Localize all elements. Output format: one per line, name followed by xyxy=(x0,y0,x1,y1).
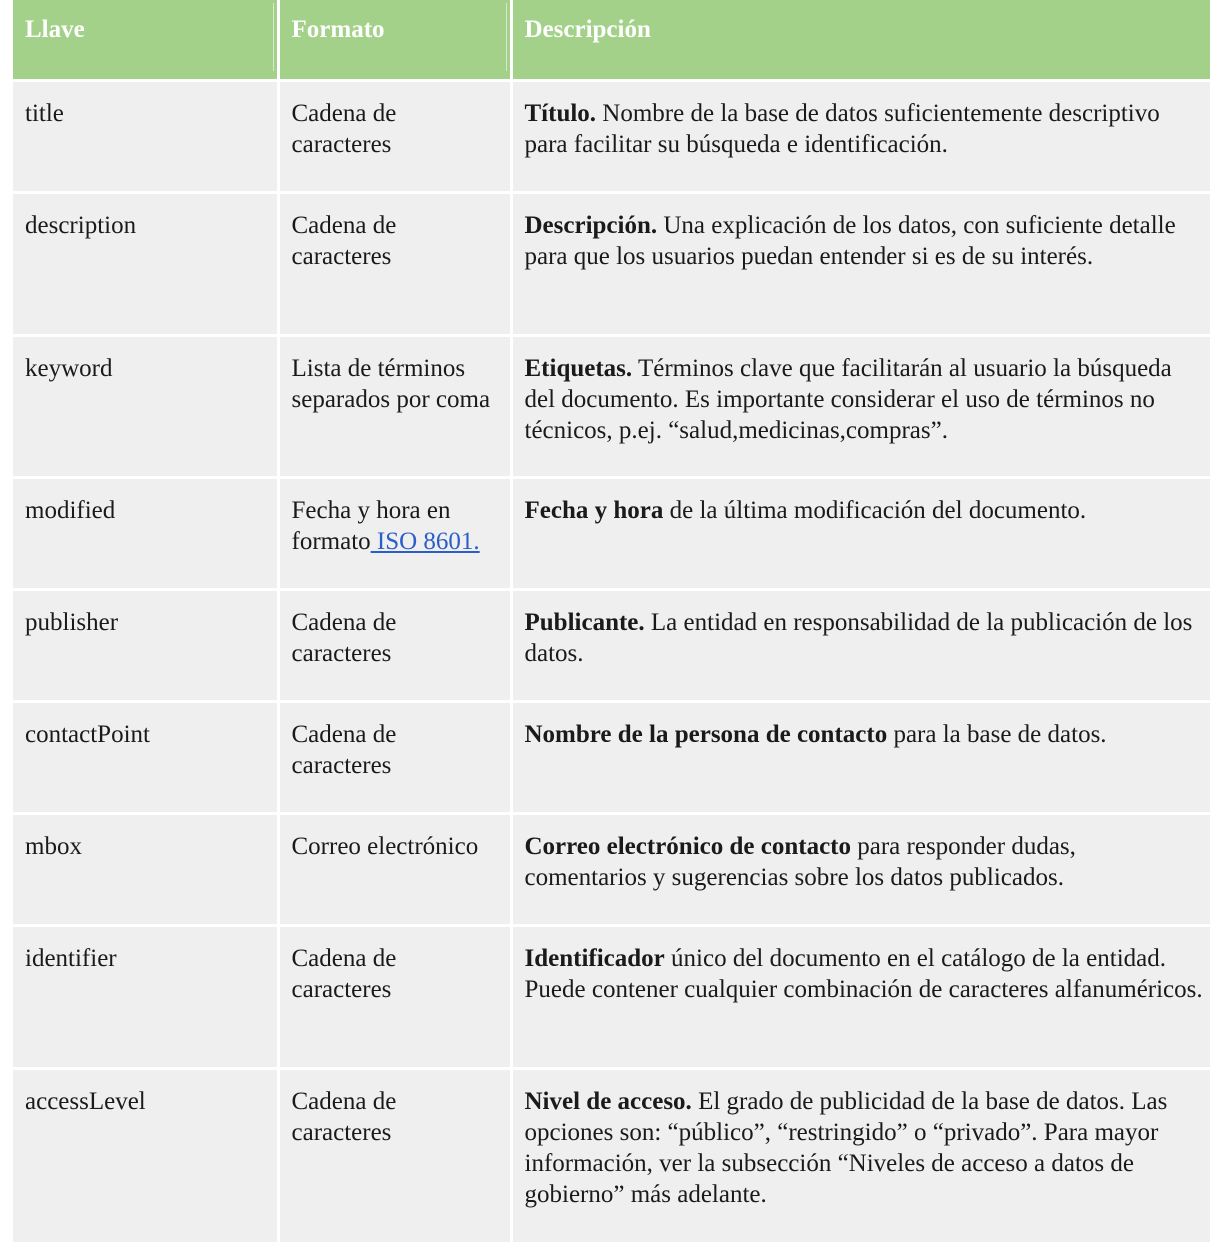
description-term: Título. xyxy=(524,99,597,127)
cell-key: identifier xyxy=(13,925,278,1068)
table-row xyxy=(13,701,1210,813)
table-row xyxy=(13,925,1210,1068)
description-text: El grado de publicidad de la base de datos. Las opciones son: “público”, “restringido” o “privado”. Para mayor información, ver la subsección “Niveles de acceso a datos de gobierno” más adelante. xyxy=(524,1087,1168,1208)
table-row xyxy=(13,589,1210,701)
metadata-table-container xyxy=(13,0,1210,1245)
description-term: Descripción. xyxy=(524,211,658,239)
cell-format: Cadena de caracteres xyxy=(278,80,511,192)
cell-key: mbox xyxy=(13,813,278,925)
cell-description xyxy=(511,701,1210,813)
table-row xyxy=(13,813,1210,925)
description-term: Correo electrónico de contacto xyxy=(524,832,851,860)
cell-key: publisher xyxy=(13,589,278,701)
description-text: La entidad en responsabilidad de la publicación de los datos. xyxy=(524,608,1193,667)
description-text: Una explicación de los datos, con suficiente detalle para que los usuarios puedan entender si es de su interés. xyxy=(524,211,1176,270)
table-row xyxy=(13,477,1210,589)
cell-description xyxy=(511,192,1210,335)
cell-description xyxy=(511,813,1210,925)
description-text: para la base de datos. xyxy=(887,720,1107,748)
description-text: Nombre de la base de datos suficientemente descriptivo para facilitar su búsqueda e identificación. xyxy=(524,99,1160,158)
cell-key: keyword xyxy=(13,335,278,477)
header-format: Formato xyxy=(278,0,511,80)
metadata-fields-table xyxy=(13,0,1210,1245)
cell-format: Cadena de caracteres xyxy=(278,925,511,1068)
description-text: de la última modificación del documento. xyxy=(663,496,1087,524)
format-text: Fecha y hora en formato xyxy=(291,496,451,555)
cell-description xyxy=(511,335,1210,477)
cell-key: contactPoint xyxy=(13,701,278,813)
description-term: Nombre de la persona de contacto xyxy=(524,720,888,748)
cell-format: Cadena de caracteres xyxy=(278,701,511,813)
cell-format: Correo electrónico xyxy=(278,813,511,925)
table-header-row xyxy=(13,0,1210,80)
cell-key: accessLevel xyxy=(13,1068,278,1243)
description-text: Términos clave que facilitarán al usuario la búsqueda del documento. Es importante considerar el uso de términos no técnicos, p.ej. “salud,medicinas,compras”. xyxy=(524,354,1172,444)
iso-8601-link[interactable]: ISO 8601. xyxy=(370,527,480,555)
description-term: Publicante. xyxy=(524,608,645,636)
cell-key: description xyxy=(13,192,278,335)
cell-format: Cadena de caracteres xyxy=(278,1068,511,1243)
description-term: Nivel de acceso. xyxy=(524,1087,692,1115)
description-text: único del documento en el catálogo de la entidad. Puede contener cualquier combinación de caracteres alfanuméricos. xyxy=(524,944,1203,1003)
cell-format xyxy=(278,477,511,589)
cell-description xyxy=(511,1068,1210,1243)
description-term: Identificador xyxy=(524,944,665,972)
cell-key: modified xyxy=(13,477,278,589)
description-term: Etiquetas. xyxy=(524,354,633,382)
cell-description xyxy=(511,925,1210,1068)
table-row xyxy=(13,192,1210,335)
cell-format: Lista de términos separados por coma xyxy=(278,335,511,477)
cell-description xyxy=(511,80,1210,192)
cell-description xyxy=(511,589,1210,701)
header-description: Descripción xyxy=(511,0,1210,80)
description-text: para responder dudas, comentarios y sugerencias sobre los datos publicados. xyxy=(524,832,1076,891)
table-row xyxy=(13,1068,1210,1243)
table-row xyxy=(13,335,1210,477)
cell-description xyxy=(511,477,1210,589)
table-row xyxy=(13,80,1210,192)
cell-format: Cadena de caracteres xyxy=(278,192,511,335)
description-term: Fecha y hora xyxy=(524,496,664,524)
cell-format: Cadena de caracteres xyxy=(278,589,511,701)
header-key: Llave xyxy=(13,0,278,80)
cell-key: title xyxy=(13,80,278,192)
